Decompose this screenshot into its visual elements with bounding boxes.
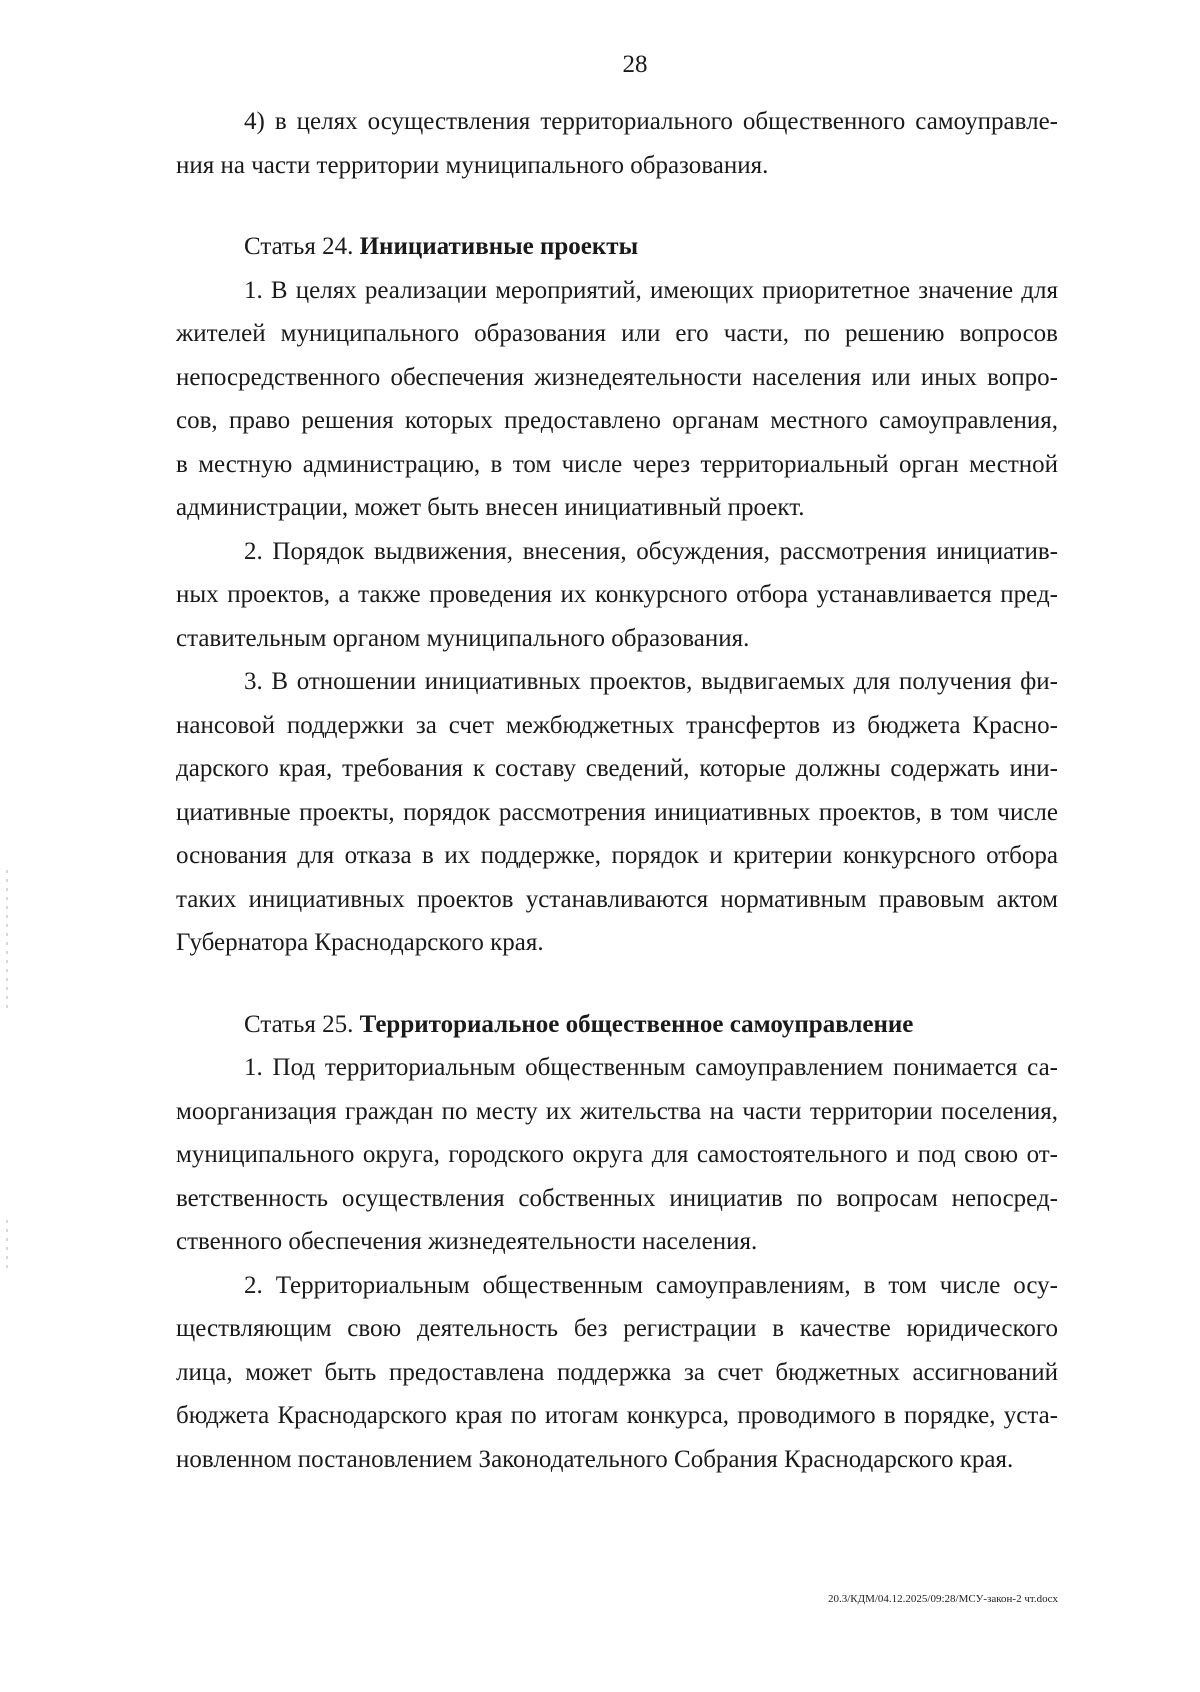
paragraph-line: ветственность осуществления собственных инициатив по вопросам непосред- [176,1184,1058,1212]
article-25-title: Территориальное общественное самоуправление [359,1010,914,1038]
paragraph-line: ставительным органом муниципального образования. [176,624,750,652]
paragraph-line: администрации, может быть внесен инициативный проект. [176,494,805,521]
page-number: 28 [622,51,648,78]
paragraph-line: 3. В отношении инициативных проектов, выдвигаемых для получения фи- [244,668,1058,695]
paragraph-line: ния на части территории муниципального образования. [176,151,769,179]
paragraph-line: 1. Под территориальным общественным самоуправлением понимается са- [244,1054,1058,1081]
article-24-title: Инициативные проекты [359,233,639,260]
scan-artifact [6,870,8,1010]
document-body [176,100,1058,1481]
paragraph-line: 2. Территориальным общественным самоуправлениям, в том числе осу- [244,1271,1058,1299]
article-25-heading [176,1003,1058,1047]
paragraph-line: моорганизация граждан по месту их жительства на части территории поселения, [176,1097,1058,1125]
document-footer: 20.3/КДМ/04.12.2025/09:28/МСУ-закон-2 чт.docx [827,1593,1058,1605]
paragraph-line: новленном постановлением Законодательного Собрания Краснодарского края. [176,1445,1014,1473]
paragraph-line: 1. В целях реализации мероприятий, имеющих приоритетное значение для [244,276,1058,304]
paragraph-line: ственного обеспечения жизнедеятельности населения. [176,1228,758,1255]
paragraph-line: 2. Порядок выдвижения, внесения, обсуждения, рассмотрения инициатив- [244,537,1058,565]
article-24-number: Статья 24. [244,233,360,260]
paragraph-line: дарского края, требования к составу сведений, которые должны содержать ини- [176,755,1058,782]
paragraph-line: циативные проекты, порядок рассмотрения инициативных проектов, в том числе [176,798,1058,826]
paragraph-line: нансовой поддержки за счет межбюджетных трансфертов из бюджета Красно- [176,711,1058,739]
paragraph-line: Губернатора Краснодарского края. [176,929,544,956]
paragraph-line: таких инициативных проектов устанавливаются нормативным правовым актом [176,885,1058,913]
paragraph-line: сов, право решения которых предоставлено органам местного самоуправления, [176,407,1058,434]
paragraph-line: жителей муниципального образования или его части, по решению вопросов [176,320,1058,347]
paragraph-line: непосредственного обеспечения жизнедеятельности населения или иных вопро- [176,363,1058,391]
paragraph-line: ществляющим свою деятельность без регистрации в качестве юридического [176,1315,1058,1342]
section-spacer [176,965,1058,1003]
paragraph-line: лица, может быть предоставлена поддержка за счет бюджетных ассигнований [176,1358,1058,1386]
paragraph-line: 4) в целях осуществления территориального общественного самоуправле- [244,108,1058,135]
paragraph-line: ных проектов, а также проведения их конкурсного отбора устанавливается пред- [176,581,1058,608]
paragraph-line: бюджета Краснодарского края по итогам конкурса, проводимого в порядке, уста- [176,1402,1058,1429]
article-24-heading [176,225,1058,269]
section-spacer [176,187,1058,225]
paragraph-line: муниципального округа, городского округа для самостоятельного и под свою от- [176,1141,1058,1168]
paragraph-line: основания для отказа в их поддержке, порядок и критерии конкурсного отбора [176,842,1058,869]
paragraph-line: в местную администрацию, в том числе через территориальный орган местной [176,450,1058,478]
article-25-number: Статья 25. [244,1010,360,1038]
scan-artifact [6,1220,8,1270]
